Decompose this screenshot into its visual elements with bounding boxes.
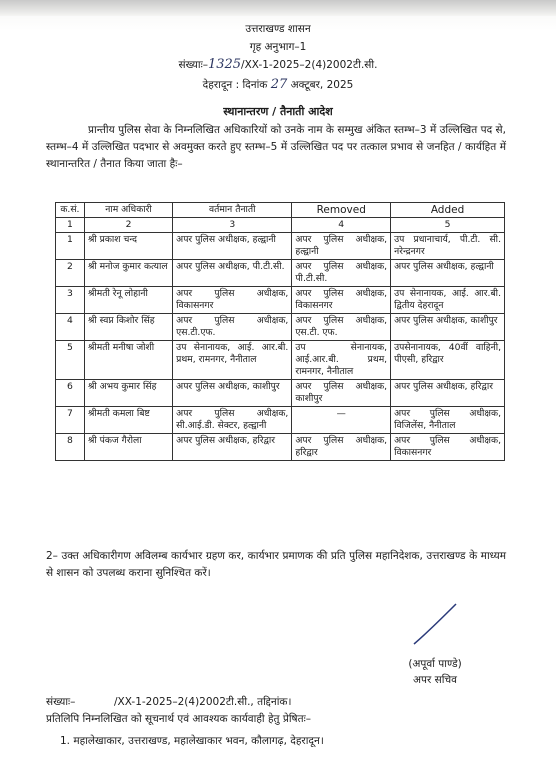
order-title: स्थानान्तरण / तैनाती आदेश xyxy=(223,105,333,118)
column-number: 1 xyxy=(56,218,85,233)
cell-name: श्री प्रकाश चन्द xyxy=(84,233,172,260)
cell-current: अपर पुलिस अधीक्षक, एस.टी.एफ. xyxy=(173,314,292,341)
cell-serial: 7 xyxy=(56,407,85,434)
cell-removed: अपर पुलिस अधीक्षक, हल्द्वानी xyxy=(292,233,391,260)
cell-added: उप सेनानायक, आई. आर.बी. द्वितीय देहरादून xyxy=(391,287,505,314)
cell-name: श्री मनोज कुमार कत्याल xyxy=(84,260,172,287)
table-row xyxy=(56,434,505,461)
cell-name: श्रीमती रेनू लोहानी xyxy=(84,287,172,314)
cell-serial: 8 xyxy=(56,434,85,461)
intro-paragraph xyxy=(46,122,506,173)
column-number-row xyxy=(56,218,505,233)
cell-removed: अपर पुलिस अधीक्षक, विकासनगर xyxy=(292,287,391,314)
cell-serial: 4 xyxy=(56,314,85,341)
footer-number-suffix: /XX-1-2025–2(4)2002टी.सी., तद्दिनांक। xyxy=(114,696,292,708)
cell-name: श्री स्वप्न किशोर सिंह xyxy=(84,314,172,341)
handwritten-date: 27 xyxy=(270,77,288,92)
table-row xyxy=(56,380,505,407)
column-number: 5 xyxy=(391,218,505,233)
footer-number-line xyxy=(46,695,291,709)
intro-text: प्रान्तीय पुलिस सेवा के निम्नलिखित अधिकारियों को उनके नाम के सम्मुख अंकित स्तम्भ–3 में उल्लिखित पद से, स्तम्भ–4 में उल्लिखित पदभार से अवमुक्त करते हुए स्तम्भ–5 में उल्लिखित पद पर तत्काल प्रभाव से जनहित / कार्यहित में स्थानान्तरित / तैनात किया जाता हैः– xyxy=(46,124,506,170)
table-row xyxy=(56,287,505,314)
cell-serial: 1 xyxy=(56,233,85,260)
header-removed: Removed xyxy=(292,203,391,218)
order-number-label: संख्याः– xyxy=(178,59,208,71)
column-number: 2 xyxy=(84,218,172,233)
signatory-designation: अपर सचिव xyxy=(413,674,457,686)
cell-current: उप सेनानायक, आई. आर.बी. प्रथम, रामनगर, नैनीताल xyxy=(173,341,292,380)
cell-added: अपर पुलिस अधीक्षक, काशीपुर xyxy=(391,314,505,341)
date-label: देहरादून : दिनांक xyxy=(202,79,268,91)
transfer-table xyxy=(55,202,505,461)
cell-name: श्री पंकज गैरोला xyxy=(84,434,172,461)
point-2-paragraph: 2– उक्त अधिकारीगण अविलम्ब कार्यभार ग्रहण कर, कार्यभार प्रमाणक की प्रति पुलिस महानिदेशक, उत्तराखण्ड के माध्यम से शासन को उपलब्ध कराना सुनिश्चित करें। xyxy=(46,550,506,579)
signatory-name: (अपूर्वा पाण्डे) xyxy=(408,658,462,670)
copy-line: प्रतिलिपि निम्नलिखित को सूचनार्थ एवं आवश्यक कार्यवाही हेतु प्रेषितः– xyxy=(46,713,311,725)
cell-current: अपर पुलिस अधीक्षक, हल्द्वानी xyxy=(173,233,292,260)
handwritten-number: 1325 xyxy=(207,57,242,72)
cell-name: श्रीमती मनीषा जोशी xyxy=(84,341,172,380)
cell-name: श्री अभय कुमार सिंह xyxy=(84,380,172,407)
cell-added: अपर पुलिस अधीक्षक, विजिलेंस, नैनीताल xyxy=(391,407,505,434)
copy-item-1: 1. महालेखाकार, उत्तराखण्ड, महालेखाकार भवन, कौलागढ़, देहरादून। xyxy=(60,735,324,747)
cell-added: उप प्रधानाचार्य, पी.टी. सी. नरेन्द्रनगर xyxy=(391,233,505,260)
table-header-row xyxy=(56,203,505,218)
cell-current: अपर पुलिस अधीक्षक, विकासनगर xyxy=(173,287,292,314)
footer-number-label: संख्याः– xyxy=(46,696,76,708)
header-name: नाम अधिकारी xyxy=(84,203,172,218)
date-suffix: अक्टूबर, 2025 xyxy=(290,79,354,91)
column-number: 3 xyxy=(173,218,292,233)
cell-current: अपर पुलिस अधीक्षक, काशीपुर xyxy=(173,380,292,407)
signature-mark xyxy=(410,600,460,648)
table-row xyxy=(56,314,505,341)
department-heading: गृह अनुभाग–1 xyxy=(249,41,307,53)
table-row xyxy=(56,341,505,380)
order-number-suffix: /XX-1-2025–2(4)2002टी.सी. xyxy=(241,59,378,71)
order-number-line xyxy=(0,57,556,72)
header-serial: क.सं. xyxy=(56,203,85,218)
scan-shadow xyxy=(0,0,556,16)
order-date-line xyxy=(0,77,556,92)
header-current-posting: वर्तमान तैनाती xyxy=(173,203,292,218)
cell-serial: 6 xyxy=(56,380,85,407)
table-row xyxy=(56,233,505,260)
cell-current: अपर पुलिस अधीक्षक, हरिद्वार xyxy=(173,434,292,461)
table-row xyxy=(56,407,505,434)
cell-current: अपर पुलिस अधीक्षक, सी.आई.डी. सेक्टर, हल्द्वानी xyxy=(173,407,292,434)
header-added: Added xyxy=(391,203,505,218)
cell-removed: अपर पुलिस अधीक्षक, काशीपुर xyxy=(292,380,391,407)
cell-name: श्रीमती कमला बिष्ट xyxy=(84,407,172,434)
cell-added: अपर पुलिस अधीक्षक, विकासनगर xyxy=(391,434,505,461)
cell-serial: 5 xyxy=(56,341,85,380)
cell-serial: 3 xyxy=(56,287,85,314)
cell-added: उपसेनानायक, 40वीं वाहिनी, पीएसी, हरिद्वार xyxy=(391,341,505,380)
cell-current: अपर पुलिस अधीक्षक, पी.टी.सी. xyxy=(173,260,292,287)
cell-removed: — xyxy=(292,407,391,434)
cell-removed: अपर पुलिस अधीक्षक, पी.टी.सी. xyxy=(292,260,391,287)
cell-added: अपर पुलिस अधीक्षक, हल्द्वानी xyxy=(391,260,505,287)
government-heading: उत्तराखण्ड शासन xyxy=(245,23,311,35)
column-number: 4 xyxy=(292,218,391,233)
cell-added: अपर पुलिस अधीक्षक, हरिद्वार xyxy=(391,380,505,407)
cell-removed: उप सेनानायक, आई.आर.बी. प्रथम, रामनगर, नैनीताल xyxy=(292,341,391,380)
table-row xyxy=(56,260,505,287)
cell-serial: 2 xyxy=(56,260,85,287)
cell-removed: अपर पुलिस अधीक्षक, एस.टी. एफ. xyxy=(292,314,391,341)
cell-removed: अपर पुलिस अधीक्षक, हरिद्वार xyxy=(292,434,391,461)
